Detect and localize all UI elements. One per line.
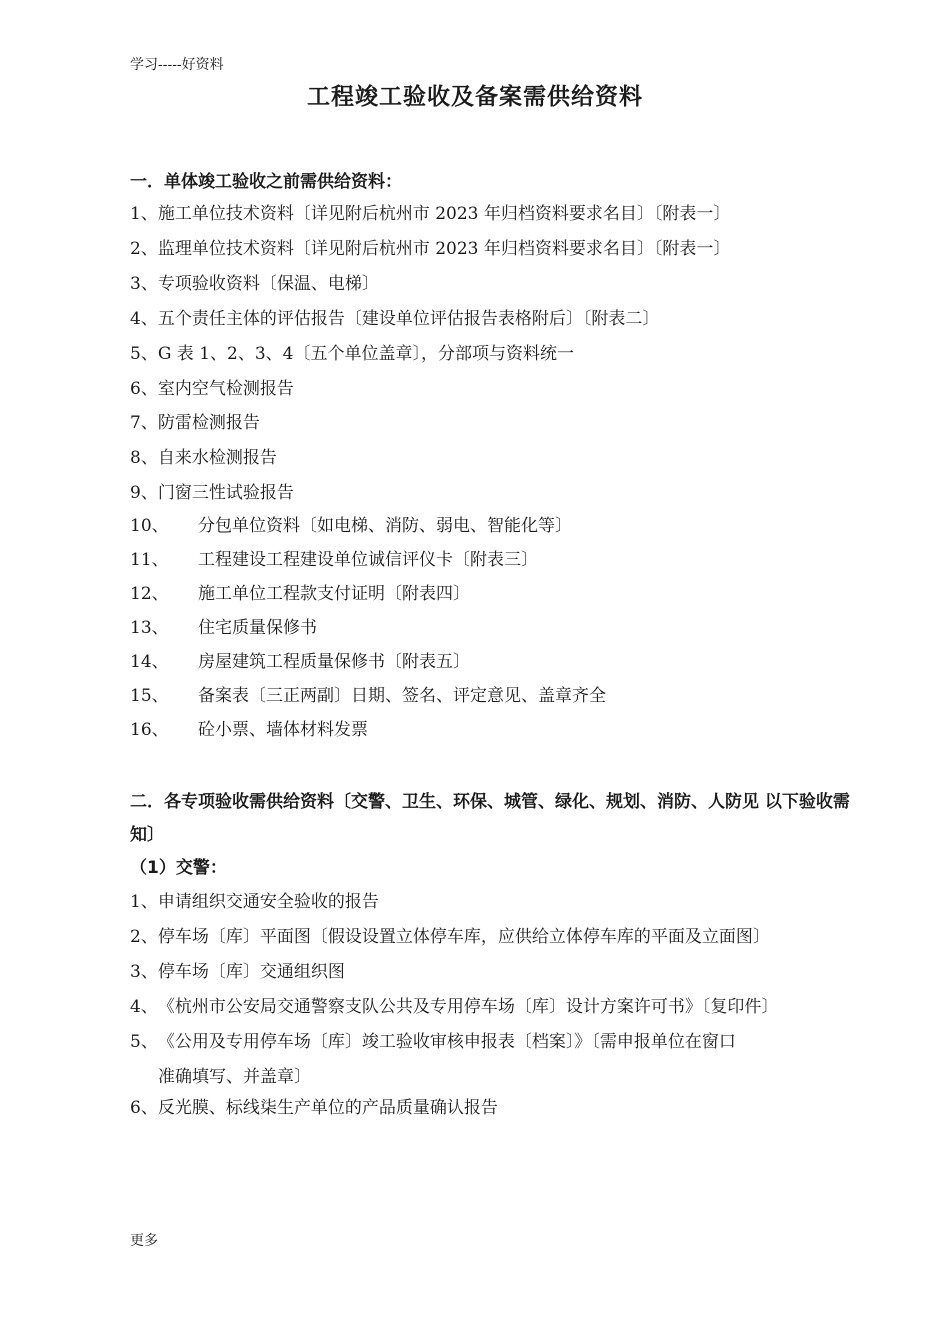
list-item-text: 施工单位技术资料〔详见附后杭州市 2023 年归档资料要求名目〕〔附表一〕 xyxy=(157,204,731,224)
list-item-text: 监理单位技术资料〔详见附后杭州市 2023 年归档资料要求名目〕〔附表一〕 xyxy=(157,239,731,259)
list-item-number: 5、 xyxy=(130,1032,158,1052)
list-item xyxy=(130,307,659,331)
list-item xyxy=(130,616,317,640)
list-item-text: 自来水检测报告 xyxy=(157,448,277,468)
list-item xyxy=(130,481,294,505)
list-item-text: 《公用及专用停车场〔库〕竣工验收审核申报表〔档案〕》〔需申报单位在窗口 xyxy=(157,1032,736,1052)
list-item xyxy=(130,1030,736,1054)
list-item-number: 3、 xyxy=(130,274,158,294)
list-item-number: 4、 xyxy=(130,309,158,329)
list-item-number: 10、 xyxy=(130,516,169,536)
list-item xyxy=(130,1096,498,1120)
list-item xyxy=(130,960,345,984)
list-item-number: 8、 xyxy=(130,448,158,468)
section2-subheading: （1）交警： xyxy=(130,858,227,878)
list-item-text: 室内空气检测报告 xyxy=(157,379,294,399)
list-item xyxy=(130,237,730,261)
list-item-number: 2、 xyxy=(130,927,158,947)
list-item-text: 专项验收资料〔保温、电梯〕 xyxy=(157,274,379,294)
list-item-text: 施工单位工程款支付证明〔附表四〕 xyxy=(198,584,470,604)
list-item-number: 12、 xyxy=(130,584,169,604)
list-item-text: 申请组织交通安全验收的报告 xyxy=(157,892,379,912)
list-item xyxy=(130,650,470,674)
section2-heading: 二．各专项验收需供给资料〔交警、卫生、环保、城管、绿化、规划、消防、人防见 以下验收需知〕 xyxy=(130,792,850,845)
list-item-text: 工程建设工程建设单位诚信评仪卡〔附表三〕 xyxy=(198,550,538,570)
list-item-text: 房屋建筑工程质量保修书〔附表五〕 xyxy=(198,652,470,672)
list-item-number: 5、 xyxy=(130,344,158,364)
list-item-number: 6、 xyxy=(130,379,158,399)
list-item-text: 《杭州市公安局交通警察支队公共及专用停车场〔库〕设计方案许可书》〔复印件〕 xyxy=(157,997,779,1017)
list-item-text: 反光膜、标线柒生产单位的产品质量确认报告 xyxy=(157,1098,498,1118)
list-item-number: 14、 xyxy=(130,652,169,672)
list-item xyxy=(130,377,294,401)
list-item-number: 4、 xyxy=(130,997,158,1017)
list-item-text: G 表 1、2、3、4〔五个单位盖章〕，分部项与资料统一 xyxy=(157,344,574,364)
list-item xyxy=(130,514,572,538)
list-item-text: 停车场〔库〕平面图〔假设设置立体停车库，应供给立体停车库的平面及立面图〕 xyxy=(157,927,770,947)
list-item xyxy=(130,925,770,949)
list-item xyxy=(130,446,277,470)
list-item-number: 6、 xyxy=(130,1098,158,1118)
list-item-text: 防雷检测报告 xyxy=(157,413,260,433)
list-item-number: 1、 xyxy=(130,892,158,912)
list-item-number: 16、 xyxy=(130,720,169,740)
list-item-text: 停车场〔库〕交通组织图 xyxy=(157,962,345,982)
list-item xyxy=(130,684,606,708)
list-item-number: 15、 xyxy=(130,686,169,706)
list-item-number: 1、 xyxy=(130,204,158,224)
header-note: 学习-----好资料 xyxy=(130,57,224,73)
list-item-number: 11、 xyxy=(130,550,169,570)
document-title: 工程竣工验收及备案需供给资料 xyxy=(307,84,643,110)
list-item-number: 7、 xyxy=(130,413,158,433)
list-item-text: 砼小票、墙体材料发票 xyxy=(198,720,368,740)
list-item xyxy=(130,582,470,606)
list-item-number: 3、 xyxy=(130,962,158,982)
list-item-text: 住宅质量保修书 xyxy=(198,618,317,638)
list-item-number: 2、 xyxy=(130,239,158,259)
list-item-text: 备案表〔三正两副〕日期、签名、评定意见、盖章齐全 xyxy=(198,686,606,706)
list-item xyxy=(130,342,574,366)
list-item xyxy=(130,272,379,296)
list-item xyxy=(130,548,538,572)
list-item-text: 分包单位资料〔如电梯、消防、弱电、智能化等〕 xyxy=(198,516,572,536)
list-item xyxy=(130,718,368,742)
footer-note: 更多 xyxy=(130,1233,158,1249)
list-item xyxy=(130,890,379,914)
section1-heading: 一．单体竣工验收之前需供给资料： xyxy=(130,172,402,192)
list-item-continuation: 准确填写、并盖章〕 xyxy=(158,1067,311,1087)
list-item xyxy=(130,995,778,1019)
list-item xyxy=(130,202,730,226)
list-item xyxy=(130,411,260,435)
list-item-text: 门窗三性试验报告 xyxy=(157,483,294,503)
list-item-number: 13、 xyxy=(130,618,169,638)
list-item-text: 五个责任主体的评估报告〔建设单位评估报告表格附后〕〔附表二〕 xyxy=(157,309,660,329)
list-item-number: 9、 xyxy=(130,483,158,503)
